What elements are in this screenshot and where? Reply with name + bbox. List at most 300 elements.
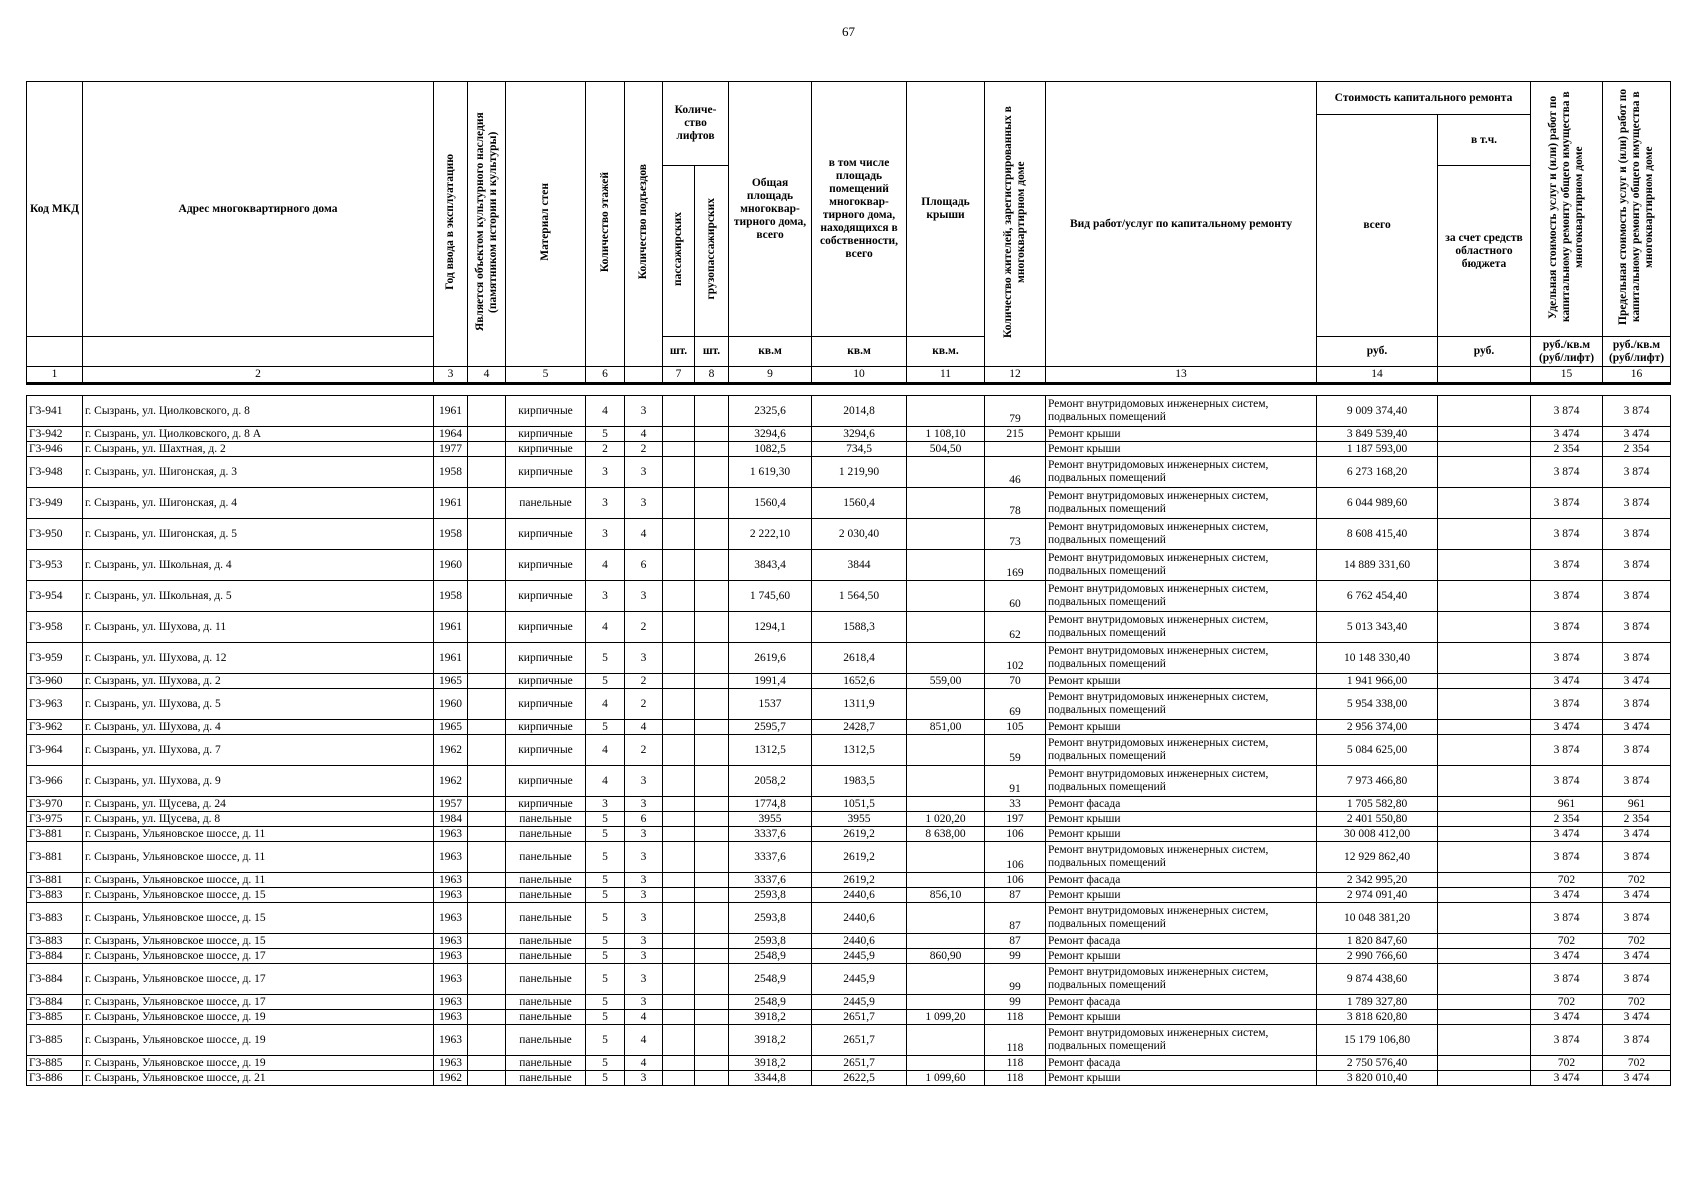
cell-total-area: 2595,7 [729, 720, 812, 735]
cell-residents: 73 [985, 519, 1046, 550]
cell-work-type: Ремонт внутридомовых инженерных систем, подвальных помещений [1046, 689, 1317, 720]
cell-roof-area [907, 873, 985, 888]
cell-owned-area: 2440,6 [812, 903, 907, 934]
cell-address: г. Сызрань, ул. Циолковского, д. 8 А [83, 427, 434, 442]
cell-roof-area: 851,00 [907, 720, 985, 735]
cell-heritage [468, 797, 506, 812]
cell-year: 1963 [434, 827, 468, 842]
table-row [27, 1056, 1671, 1071]
cell-code: Г3-948 [27, 457, 83, 488]
cell-lifts-passenger [663, 903, 695, 934]
cell-owned-area: 2651,7 [812, 1025, 907, 1056]
cell-max-cost: 3 874 [1603, 643, 1671, 674]
cell-heritage [468, 812, 506, 827]
cell-max-cost: 3 874 [1603, 488, 1671, 519]
cell-year: 1963 [434, 903, 468, 934]
cell-work-type: Ремонт крыши [1046, 812, 1317, 827]
cell-address: г. Сызрань, ул. Школьная, д. 5 [83, 581, 434, 612]
table-row [27, 720, 1671, 735]
cell-cost-regional [1438, 1071, 1531, 1086]
cell-heritage [468, 873, 506, 888]
cell-floors: 5 [586, 995, 625, 1010]
cell-roof-area [907, 396, 985, 427]
cell-year: 1962 [434, 1071, 468, 1086]
cell-lifts-cargo [695, 888, 729, 903]
cell-cost-total: 5 013 343,40 [1317, 612, 1438, 643]
table-row [27, 1010, 1671, 1025]
cell-cost-total: 3 818 620,80 [1317, 1010, 1438, 1025]
cell-address: г. Сызрань, ул. Шухова, д. 5 [83, 689, 434, 720]
cell-total-area: 1 619,30 [729, 457, 812, 488]
cell-heritage [468, 842, 506, 873]
cell-cost-total: 9 874 438,60 [1317, 964, 1438, 995]
cell-max-cost: 3 874 [1603, 689, 1671, 720]
cell-work-type: Ремонт крыши [1046, 427, 1317, 442]
cell-code: Г3-958 [27, 612, 83, 643]
cell-roof-area [907, 934, 985, 949]
cell-cost-total: 6 273 168,20 [1317, 457, 1438, 488]
cell-heritage [468, 427, 506, 442]
cell-unit-cost: 2 354 [1531, 442, 1603, 457]
cell-work-type: Ремонт фасада [1046, 873, 1317, 888]
cell-residents: 118 [985, 1071, 1046, 1086]
cell-heritage [468, 550, 506, 581]
cell-unit-cost: 961 [1531, 797, 1603, 812]
cell-lifts-passenger [663, 1056, 695, 1071]
cell-code: Г3-881 [27, 873, 83, 888]
cell-residents: 99 [985, 949, 1046, 964]
cell-entrances: 4 [625, 427, 663, 442]
cell-address: г. Сызрань, Ульяновское шоссе, д. 15 [83, 888, 434, 903]
cell-entrances: 3 [625, 949, 663, 964]
cell-residents: 79 [985, 396, 1046, 427]
cell-lifts-cargo [695, 842, 729, 873]
table-row [27, 1071, 1671, 1086]
cell-address: г. Сызрань, ул. Щусева, д. 24 [83, 797, 434, 812]
cell-year: 1963 [434, 842, 468, 873]
column-number: 11 [907, 367, 985, 384]
cell-total-area: 1294,1 [729, 612, 812, 643]
table-row [27, 457, 1671, 488]
cell-roof-area: 856,10 [907, 888, 985, 903]
cell-total-area: 1082,5 [729, 442, 812, 457]
cell-entrances: 3 [625, 581, 663, 612]
table-row [27, 689, 1671, 720]
cell-cost-regional [1438, 873, 1531, 888]
cell-cost-total: 8 608 415,40 [1317, 519, 1438, 550]
cell-work-type: Ремонт внутридомовых инженерных систем, подвальных помещений [1046, 612, 1317, 643]
cell-walls: кирпичные [506, 720, 586, 735]
cell-total-area: 2325,6 [729, 396, 812, 427]
cell-residents: 106 [985, 827, 1046, 842]
cell-owned-area: 3294,6 [812, 427, 907, 442]
cell-owned-area: 2618,4 [812, 643, 907, 674]
cell-work-type: Ремонт внутридомовых инженерных систем, подвальных помещений [1046, 488, 1317, 519]
cell-walls: кирпичные [506, 689, 586, 720]
table-row [27, 842, 1671, 873]
cell-work-type: Ремонт фасада [1046, 797, 1317, 812]
column-number-row [27, 367, 1671, 384]
cell-heritage [468, 735, 506, 766]
cell-work-type: Ремонт внутридомовых инженерных систем, подвальных помещений [1046, 964, 1317, 995]
cell-residents: 46 [985, 457, 1046, 488]
table-row [27, 581, 1671, 612]
cell-lifts-passenger [663, 934, 695, 949]
cell-cost-total: 2 956 374,00 [1317, 720, 1438, 735]
cell-entrances: 4 [625, 1056, 663, 1071]
cell-owned-area: 2619,2 [812, 827, 907, 842]
cell-roof-area: 860,90 [907, 949, 985, 964]
cell-floors: 3 [586, 457, 625, 488]
cell-cost-regional [1438, 442, 1531, 457]
table-row [27, 519, 1671, 550]
cell-cost-regional [1438, 949, 1531, 964]
cell-floors: 5 [586, 949, 625, 964]
cell-total-area: 1560,4 [729, 488, 812, 519]
cell-lifts-passenger [663, 612, 695, 643]
cell-walls: панельные [506, 888, 586, 903]
cell-lifts-cargo [695, 812, 729, 827]
cell-lifts-passenger [663, 949, 695, 964]
cell-entrances: 3 [625, 873, 663, 888]
cell-cost-total: 3 820 010,40 [1317, 1071, 1438, 1086]
cell-residents: 91 [985, 766, 1046, 797]
cell-walls: панельные [506, 842, 586, 873]
cell-residents: 99 [985, 964, 1046, 995]
cell-roof-area [907, 488, 985, 519]
cell-total-area: 3843,4 [729, 550, 812, 581]
table-row [27, 442, 1671, 457]
cell-heritage [468, 1071, 506, 1086]
cell-code: Г3-881 [27, 827, 83, 842]
unit-cost-total: руб. [1317, 337, 1438, 367]
cell-address: г. Сызрань, Ульяновское шоссе, д. 11 [83, 873, 434, 888]
cell-walls: панельные [506, 873, 586, 888]
cell-lifts-cargo [695, 488, 729, 519]
cell-cost-regional [1438, 812, 1531, 827]
cell-total-area: 3918,2 [729, 1010, 812, 1025]
column-number: 14 [1317, 367, 1438, 384]
cell-entrances: 3 [625, 1071, 663, 1086]
cell-walls: панельные [506, 827, 586, 842]
cell-year: 1960 [434, 550, 468, 581]
table-row [27, 964, 1671, 995]
cell-cost-regional [1438, 995, 1531, 1010]
cell-address: г. Сызрань, ул. Щусева, д. 8 [83, 812, 434, 827]
cell-cost-total: 1 820 847,60 [1317, 934, 1438, 949]
cell-lifts-cargo [695, 766, 729, 797]
cell-walls: кирпичные [506, 550, 586, 581]
cell-roof-area: 8 638,00 [907, 827, 985, 842]
cell-work-type: Ремонт крыши [1046, 442, 1317, 457]
header-unit-cost: Удельная стоимость услуг и (или) работ по капитальному ремонту общего имущества в многоквартирном доме [1531, 82, 1603, 337]
cell-owned-area: 2651,7 [812, 1010, 907, 1025]
cell-heritage [468, 457, 506, 488]
cell-unit-cost: 702 [1531, 873, 1603, 888]
cell-lifts-cargo [695, 674, 729, 689]
cell-total-area: 2548,9 [729, 949, 812, 964]
cell-floors: 3 [586, 519, 625, 550]
cell-entrances: 4 [625, 1010, 663, 1025]
cell-lifts-passenger [663, 766, 695, 797]
header-cost-incl: в т.ч. [1438, 115, 1531, 166]
cell-code: Г3-953 [27, 550, 83, 581]
cell-floors: 5 [586, 812, 625, 827]
cell-address: г. Сызрань, Ульяновское шоссе, д. 19 [83, 1010, 434, 1025]
cell-owned-area: 1 564,50 [812, 581, 907, 612]
cell-owned-area: 2 030,40 [812, 519, 907, 550]
unit-owned-area: кв.м [812, 337, 907, 367]
cell-roof-area: 1 020,20 [907, 812, 985, 827]
cell-lifts-cargo [695, 964, 729, 995]
cell-address: г. Сызрань, ул. Шухова, д. 7 [83, 735, 434, 766]
cell-year: 1963 [434, 1010, 468, 1025]
cell-roof-area [907, 643, 985, 674]
column-number: 4 [468, 367, 506, 384]
cell-floors: 3 [586, 581, 625, 612]
cell-floors: 5 [586, 1025, 625, 1056]
cell-address: г. Сызрань, ул. Циолковского, д. 8 [83, 396, 434, 427]
cell-walls: кирпичные [506, 427, 586, 442]
cell-entrances: 4 [625, 1025, 663, 1056]
cell-lifts-cargo [695, 689, 729, 720]
cell-owned-area: 1312,5 [812, 735, 907, 766]
cell-residents: 59 [985, 735, 1046, 766]
cell-code: Г3-884 [27, 964, 83, 995]
cell-address: г. Сызрань, ул. Шухова, д. 2 [83, 674, 434, 689]
cell-roof-area [907, 995, 985, 1010]
column-number: 12 [985, 367, 1046, 384]
cell-cost-regional [1438, 1010, 1531, 1025]
cell-walls: кирпичные [506, 396, 586, 427]
cell-entrances: 2 [625, 689, 663, 720]
cell-entrances: 3 [625, 964, 663, 995]
cell-entrances: 3 [625, 488, 663, 519]
cell-residents: 87 [985, 888, 1046, 903]
cell-unit-cost: 3 474 [1531, 949, 1603, 964]
cell-owned-area: 2440,6 [812, 888, 907, 903]
cell-code: Г3-885 [27, 1025, 83, 1056]
cell-total-area: 2593,8 [729, 903, 812, 934]
header-walls: Материал стен [506, 82, 586, 367]
cell-walls: панельные [506, 995, 586, 1010]
cell-unit-cost: 3 474 [1531, 888, 1603, 903]
column-number: 5 [506, 367, 586, 384]
cell-lifts-passenger [663, 720, 695, 735]
cell-max-cost: 3 874 [1603, 903, 1671, 934]
cell-max-cost: 702 [1603, 873, 1671, 888]
cell-address: г. Сызрань, ул. Шахтная, д. 2 [83, 442, 434, 457]
cell-floors: 5 [586, 827, 625, 842]
cell-address: г. Сызрань, Ульяновское шоссе, д. 19 [83, 1025, 434, 1056]
cell-cost-total: 2 990 766,60 [1317, 949, 1438, 964]
cell-heritage [468, 903, 506, 934]
cell-entrances: 3 [625, 797, 663, 812]
cell-max-cost: 3 874 [1603, 766, 1671, 797]
cell-work-type: Ремонт внутридомовых инженерных систем, подвальных помещений [1046, 1025, 1317, 1056]
cell-total-area: 3344,8 [729, 1071, 812, 1086]
cell-year: 1963 [434, 888, 468, 903]
cell-heritage [468, 995, 506, 1010]
header-max-cost: Предельная стоимость услуг и (или) работ по капитальному ремонту общего имущества в многоквартирном доме [1603, 82, 1671, 337]
cell-lifts-cargo [695, 396, 729, 427]
table-row [27, 766, 1671, 797]
cell-address: г. Сызрань, ул. Шухова, д. 12 [83, 643, 434, 674]
cell-roof-area: 559,00 [907, 674, 985, 689]
cell-roof-area [907, 766, 985, 797]
cell-lifts-cargo [695, 934, 729, 949]
cell-entrances: 6 [625, 550, 663, 581]
cell-max-cost: 3 874 [1603, 842, 1671, 873]
cell-unit-cost: 3 874 [1531, 581, 1603, 612]
cell-unit-cost: 2 354 [1531, 812, 1603, 827]
cell-lifts-cargo [695, 1056, 729, 1071]
column-number: 9 [729, 367, 812, 384]
cell-floors: 5 [586, 427, 625, 442]
cell-work-type: Ремонт крыши [1046, 674, 1317, 689]
column-number: 1 [27, 367, 83, 384]
cell-year: 1965 [434, 720, 468, 735]
cell-code: Г3-950 [27, 519, 83, 550]
cell-entrances: 2 [625, 735, 663, 766]
cell-heritage [468, 949, 506, 964]
cell-cost-regional [1438, 1056, 1531, 1071]
cell-unit-cost: 702 [1531, 934, 1603, 949]
cell-year: 1965 [434, 674, 468, 689]
cell-unit-cost: 3 874 [1531, 643, 1603, 674]
cell-cost-regional [1438, 888, 1531, 903]
cell-code: Г3-881 [27, 842, 83, 873]
cell-address: г. Сызрань, Ульяновское шоссе, д. 19 [83, 1056, 434, 1071]
header-owned-area: в том числе площадь помещений многоквар-тирного дома, находящихся в собственности, всего [812, 82, 907, 337]
cell-max-cost: 3 874 [1603, 457, 1671, 488]
unit-cost-regional: руб. [1438, 337, 1531, 367]
cell-roof-area: 1 099,60 [907, 1071, 985, 1086]
cell-walls: кирпичные [506, 457, 586, 488]
cell-floors: 5 [586, 842, 625, 873]
cell-cost-total: 2 750 576,40 [1317, 1056, 1438, 1071]
cell-walls: кирпичные [506, 797, 586, 812]
table-row [27, 643, 1671, 674]
cell-total-area: 1774,8 [729, 797, 812, 812]
cell-cost-regional [1438, 1025, 1531, 1056]
cell-work-type: Ремонт внутридомовых инженерных систем, подвальных помещений [1046, 396, 1317, 427]
cell-lifts-passenger [663, 581, 695, 612]
cell-walls: кирпичные [506, 643, 586, 674]
cell-lifts-passenger [663, 488, 695, 519]
table-row [27, 550, 1671, 581]
cell-year: 1963 [434, 1056, 468, 1071]
cell-cost-regional [1438, 766, 1531, 797]
cell-unit-cost: 3 474 [1531, 427, 1603, 442]
cell-unit-cost: 3 874 [1531, 766, 1603, 797]
table-row [27, 873, 1671, 888]
column-number: 13 [1046, 367, 1317, 384]
cell-lifts-cargo [695, 581, 729, 612]
table-row [27, 427, 1671, 442]
cell-roof-area [907, 612, 985, 643]
cell-walls: кирпичные [506, 735, 586, 766]
cell-owned-area: 2014,8 [812, 396, 907, 427]
cell-max-cost: 702 [1603, 1056, 1671, 1071]
cell-cost-regional [1438, 457, 1531, 488]
cell-lifts-cargo [695, 442, 729, 457]
table-row [27, 934, 1671, 949]
cell-max-cost: 2 354 [1603, 442, 1671, 457]
unit-roof-area: кв.м. [907, 337, 985, 367]
header-heritage: Является объектом культурного наследия (памятником истории и культуры) [468, 82, 506, 367]
cell-unit-cost: 3 874 [1531, 550, 1603, 581]
table-row [27, 1025, 1671, 1056]
cell-year: 1961 [434, 643, 468, 674]
cell-cost-regional [1438, 396, 1531, 427]
cell-roof-area [907, 964, 985, 995]
table-row [27, 735, 1671, 766]
cell-owned-area: 2619,2 [812, 842, 907, 873]
cell-roof-area [907, 735, 985, 766]
cell-walls: кирпичные [506, 519, 586, 550]
cell-residents: 102 [985, 643, 1046, 674]
cell-work-type: Ремонт внутридомовых инженерных систем, подвальных помещений [1046, 766, 1317, 797]
column-number [625, 367, 663, 384]
cell-unit-cost: 3 874 [1531, 488, 1603, 519]
cell-owned-area: 2440,6 [812, 934, 907, 949]
cell-floors: 5 [586, 1056, 625, 1071]
cell-total-area: 3918,2 [729, 1056, 812, 1071]
cell-residents [985, 442, 1046, 457]
cell-lifts-cargo [695, 735, 729, 766]
cell-floors: 5 [586, 720, 625, 735]
cell-work-type: Ремонт фасада [1046, 995, 1317, 1010]
header-total-area: Общая площадь многоквар-тирного дома, всего [729, 82, 812, 337]
cell-code: Г3-942 [27, 427, 83, 442]
header-floors: Количество этажей [586, 82, 625, 367]
cell-lifts-passenger [663, 427, 695, 442]
cell-year: 1963 [434, 964, 468, 995]
cell-cost-total: 10 048 381,20 [1317, 903, 1438, 934]
cell-roof-area [907, 842, 985, 873]
cell-lifts-passenger [663, 812, 695, 827]
cell-floors: 3 [586, 797, 625, 812]
column-number [1438, 367, 1531, 384]
cell-roof-area [907, 1056, 985, 1071]
cell-cost-regional [1438, 934, 1531, 949]
cell-lifts-cargo [695, 720, 729, 735]
cell-floors: 4 [586, 550, 625, 581]
cell-residents: 105 [985, 720, 1046, 735]
cell-lifts-passenger [663, 442, 695, 457]
cell-total-area: 1312,5 [729, 735, 812, 766]
cell-lifts-passenger [663, 396, 695, 427]
cell-max-cost: 3 874 [1603, 550, 1671, 581]
cell-cost-total: 1 789 327,80 [1317, 995, 1438, 1010]
cell-total-area: 2548,9 [729, 964, 812, 995]
header-year: Год ввода в эксплуатацию [434, 82, 468, 367]
cell-cost-total: 6 044 989,60 [1317, 488, 1438, 519]
cell-cost-regional [1438, 735, 1531, 766]
cell-max-cost: 3 874 [1603, 612, 1671, 643]
cell-roof-area [907, 550, 985, 581]
cell-residents: 70 [985, 674, 1046, 689]
cell-year: 1958 [434, 519, 468, 550]
cell-max-cost: 3 474 [1603, 888, 1671, 903]
cell-residents: 87 [985, 903, 1046, 934]
cell-address: г. Сызрань, Ульяновское шоссе, д. 11 [83, 827, 434, 842]
header-cost-regional: за счет средств областного бюджета [1438, 166, 1531, 337]
table-row [27, 827, 1671, 842]
cell-owned-area: 2619,2 [812, 873, 907, 888]
column-number: 10 [812, 367, 907, 384]
